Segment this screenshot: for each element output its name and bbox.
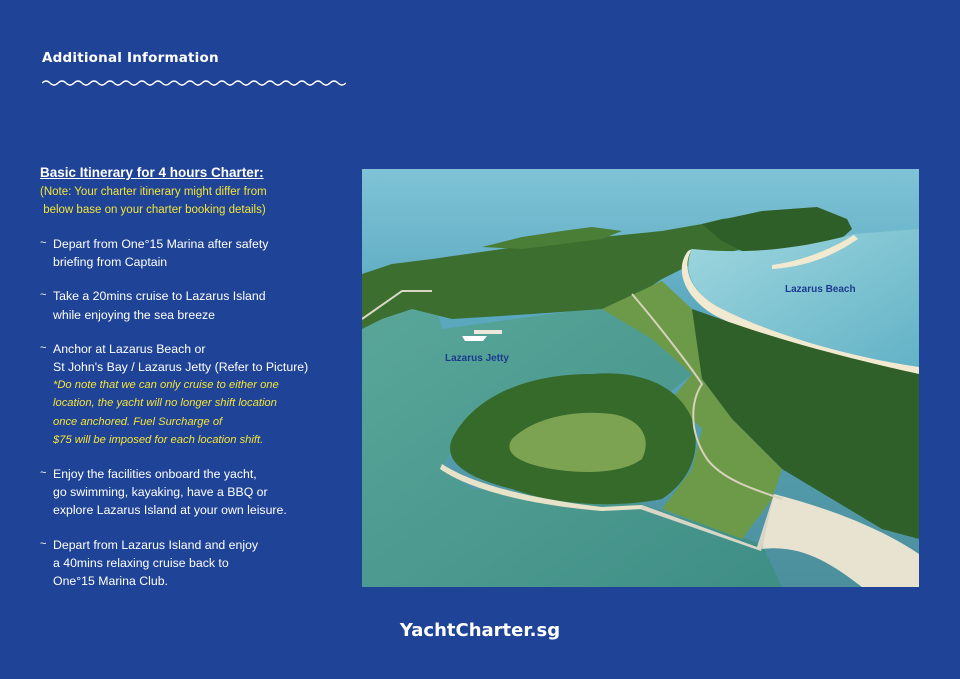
brand-logo-text: YachtCharter.sg [399,620,561,641]
itinerary-step-depart [40,235,340,271]
itinerary-note [40,183,267,219]
surcharge-warning-line: once anchored. Fuel Surcharge of [53,415,223,428]
step-line: Enjoy the facilities onboard the yacht, [53,467,257,482]
surcharge-warning-line: *Do note that we can only cruise to either one [53,379,279,392]
page-heading: Additional Information [42,50,219,66]
step-line: explore Lazarus Island at your own leisure. [53,503,287,518]
step-line: briefing from Captain [53,255,168,270]
tilde-bullet: ~ [40,289,47,302]
tilde-bullet: ~ [40,237,47,249]
wave-divider [42,78,346,88]
step-line: Depart from One°15 Marina after safety [53,237,269,251]
step-line: while enjoying the sea breeze [53,307,216,322]
note-line: (Note: Your charter itinerary might differ from [40,186,267,198]
itinerary-steps [40,235,340,606]
lazarus-jetty-label: Lazarus Jetty [445,353,509,364]
note-line: below base on your charter booking details) [40,204,266,216]
step-line: Anchor at Lazarus Beach or [53,341,206,356]
step-line: Take a 20mins cruise to Lazarus Island [53,289,266,304]
lazarus-island-aerial-photo [362,169,919,587]
tilde-bullet: ~ [40,467,47,480]
step-line: One°15 Marina Club. [53,574,168,589]
tilde-bullet: ~ [40,341,47,354]
step-line: a 40mins relaxing cruise back to [53,555,229,570]
step-line: St John's Bay / Lazarus Jetty (Refer to Picture) [53,360,309,375]
itinerary-step-cruise [40,287,340,323]
itinerary-step-anchor [40,340,340,449]
itinerary-step-return [40,536,340,591]
itinerary-step-enjoy [40,465,340,520]
surcharge-warning-line: $75 will be imposed for each location shift. [53,433,264,446]
jetty-pier [474,330,502,334]
itinerary-title: Basic Itinerary for 4 hours Charter: [40,165,264,180]
surcharge-warning-line: location, the yacht will no longer shift location [53,397,277,410]
lazarus-beach-label: Lazarus Beach [785,284,856,295]
step-line: Depart from Lazarus Island and enjoy [53,537,259,552]
yacht-shape [462,336,487,341]
step-line: go swimming, kayaking, have a BBQ or [53,485,268,500]
tilde-bullet: ~ [40,537,47,550]
aerial-island-illustration [362,169,919,587]
